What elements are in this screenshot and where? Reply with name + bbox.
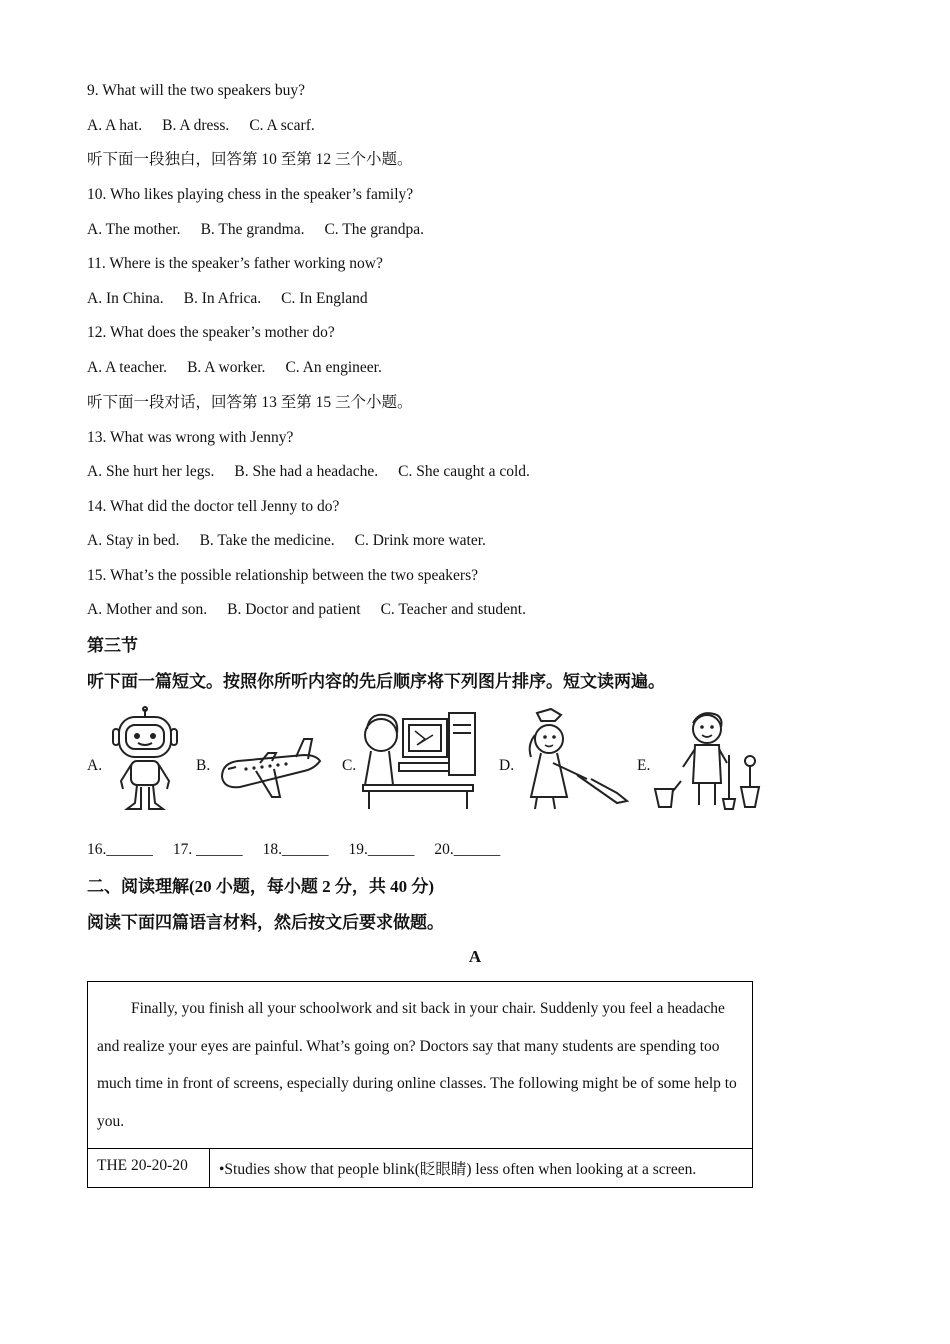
reading-heading: 二、阅读理解(20 小题，每小题 2 分，共 40 分) (87, 877, 435, 896)
table-row (88, 1148, 752, 1187)
options-14 (87, 531, 506, 551)
table-cell-content: •Studies show that people blink(眨眼睛) less often when looking at a screen. (219, 1161, 697, 1178)
option: A. Mother and son. (87, 601, 208, 618)
question-11: 11. Where is the speaker’s father working now? (87, 255, 383, 272)
computer-user-icon (359, 705, 481, 813)
option: C. In England (281, 290, 368, 307)
option: A. A teacher. (87, 359, 168, 376)
option: B. She had a headache. (234, 463, 379, 480)
option: B. Doctor and patient (227, 601, 361, 618)
picture-d (499, 705, 639, 815)
answer-blank[interactable]: 19.______ (348, 841, 415, 858)
passage-text: Finally, you finish all your schoolwork and sit back in your chair. Suddenly you feel a headache and realize your eyes are painful. What’s going on? Doctors say that many students are spending too much time in front of screens, especially during online classes. The following might be of some help to you. (97, 1000, 737, 1130)
picture-c (342, 705, 482, 815)
question-10: 10. Who likes playing chess in the speaker’s family? (87, 186, 414, 203)
table-cell-title: THE 20-20-20 (88, 1149, 210, 1187)
option: C. She caught a cold. (398, 463, 530, 480)
option: C. A scarf. (249, 117, 315, 134)
option: A. Stay in bed. (87, 532, 180, 549)
answer-blank[interactable]: 17. ______ (172, 841, 243, 858)
picture-row (87, 705, 767, 815)
option: A. In China. (87, 290, 164, 307)
option: A. She hurt her legs. (87, 463, 215, 480)
picture-label: A. (87, 757, 103, 774)
question-15: 15. What’s the possible relationship between the two speakers? (87, 567, 478, 584)
instruction-13-15: 听下面一段对话，回答第 13 至第 15 三个小题。 (87, 394, 413, 411)
picture-label: D. (499, 757, 515, 774)
option: A. A hat. (87, 117, 143, 134)
answer-blank[interactable]: 20.______ (434, 841, 501, 858)
section-instruction: 听下面一篇短文。按照你所听内容的先后顺序将下列图片排序。短文读两遍。 (87, 672, 665, 691)
question-12: 12. What does the speaker’s mother do? (87, 324, 335, 341)
options-13 (87, 462, 550, 482)
question-14: 14. What did the doctor tell Jenny to do? (87, 498, 340, 515)
option: B. Take the medicine. (199, 532, 335, 549)
boy-gardening-icon (653, 705, 763, 813)
option: C. The grandpa. (324, 221, 425, 238)
passage-label: A (468, 947, 482, 966)
options-10 (87, 220, 444, 240)
picture-b (196, 705, 326, 815)
reading-instruction: 阅读下面四篇语言材料，然后按文后要求做题。 (87, 913, 444, 932)
option: B. A worker. (187, 359, 266, 376)
answer-blanks (87, 841, 520, 859)
option: C. Teacher and student. (380, 601, 526, 618)
option: B. A dress. (162, 117, 230, 134)
instruction-10-12: 听下面一段独白，回答第 10 至第 12 三个小题。 (87, 151, 413, 168)
question-13: 13. What was wrong with Jenny? (87, 429, 294, 446)
robot-icon (109, 705, 181, 813)
options-9 (87, 116, 335, 136)
option: C. An engineer. (285, 359, 382, 376)
answer-blank[interactable]: 16.______ (87, 841, 153, 858)
section-title: 第三节 (87, 636, 138, 655)
girl-sweeping-icon (517, 705, 637, 813)
answer-blank[interactable]: 18.______ (262, 841, 329, 858)
picture-a (87, 705, 187, 815)
option: C. Drink more water. (354, 532, 486, 549)
option: B. In Africa. (183, 290, 262, 307)
option: A. The mother. (87, 221, 181, 238)
options-15 (87, 600, 546, 620)
passage-box (87, 981, 753, 1188)
options-11 (87, 289, 388, 309)
picture-label: B. (196, 757, 211, 774)
airplane-icon (216, 705, 326, 813)
question-9: 9. What will the two speakers buy? (87, 82, 305, 99)
option: B. The grandma. (200, 221, 305, 238)
picture-label: E. (637, 757, 651, 774)
picture-label: C. (342, 757, 357, 774)
options-12 (87, 358, 402, 378)
picture-e (637, 705, 767, 815)
